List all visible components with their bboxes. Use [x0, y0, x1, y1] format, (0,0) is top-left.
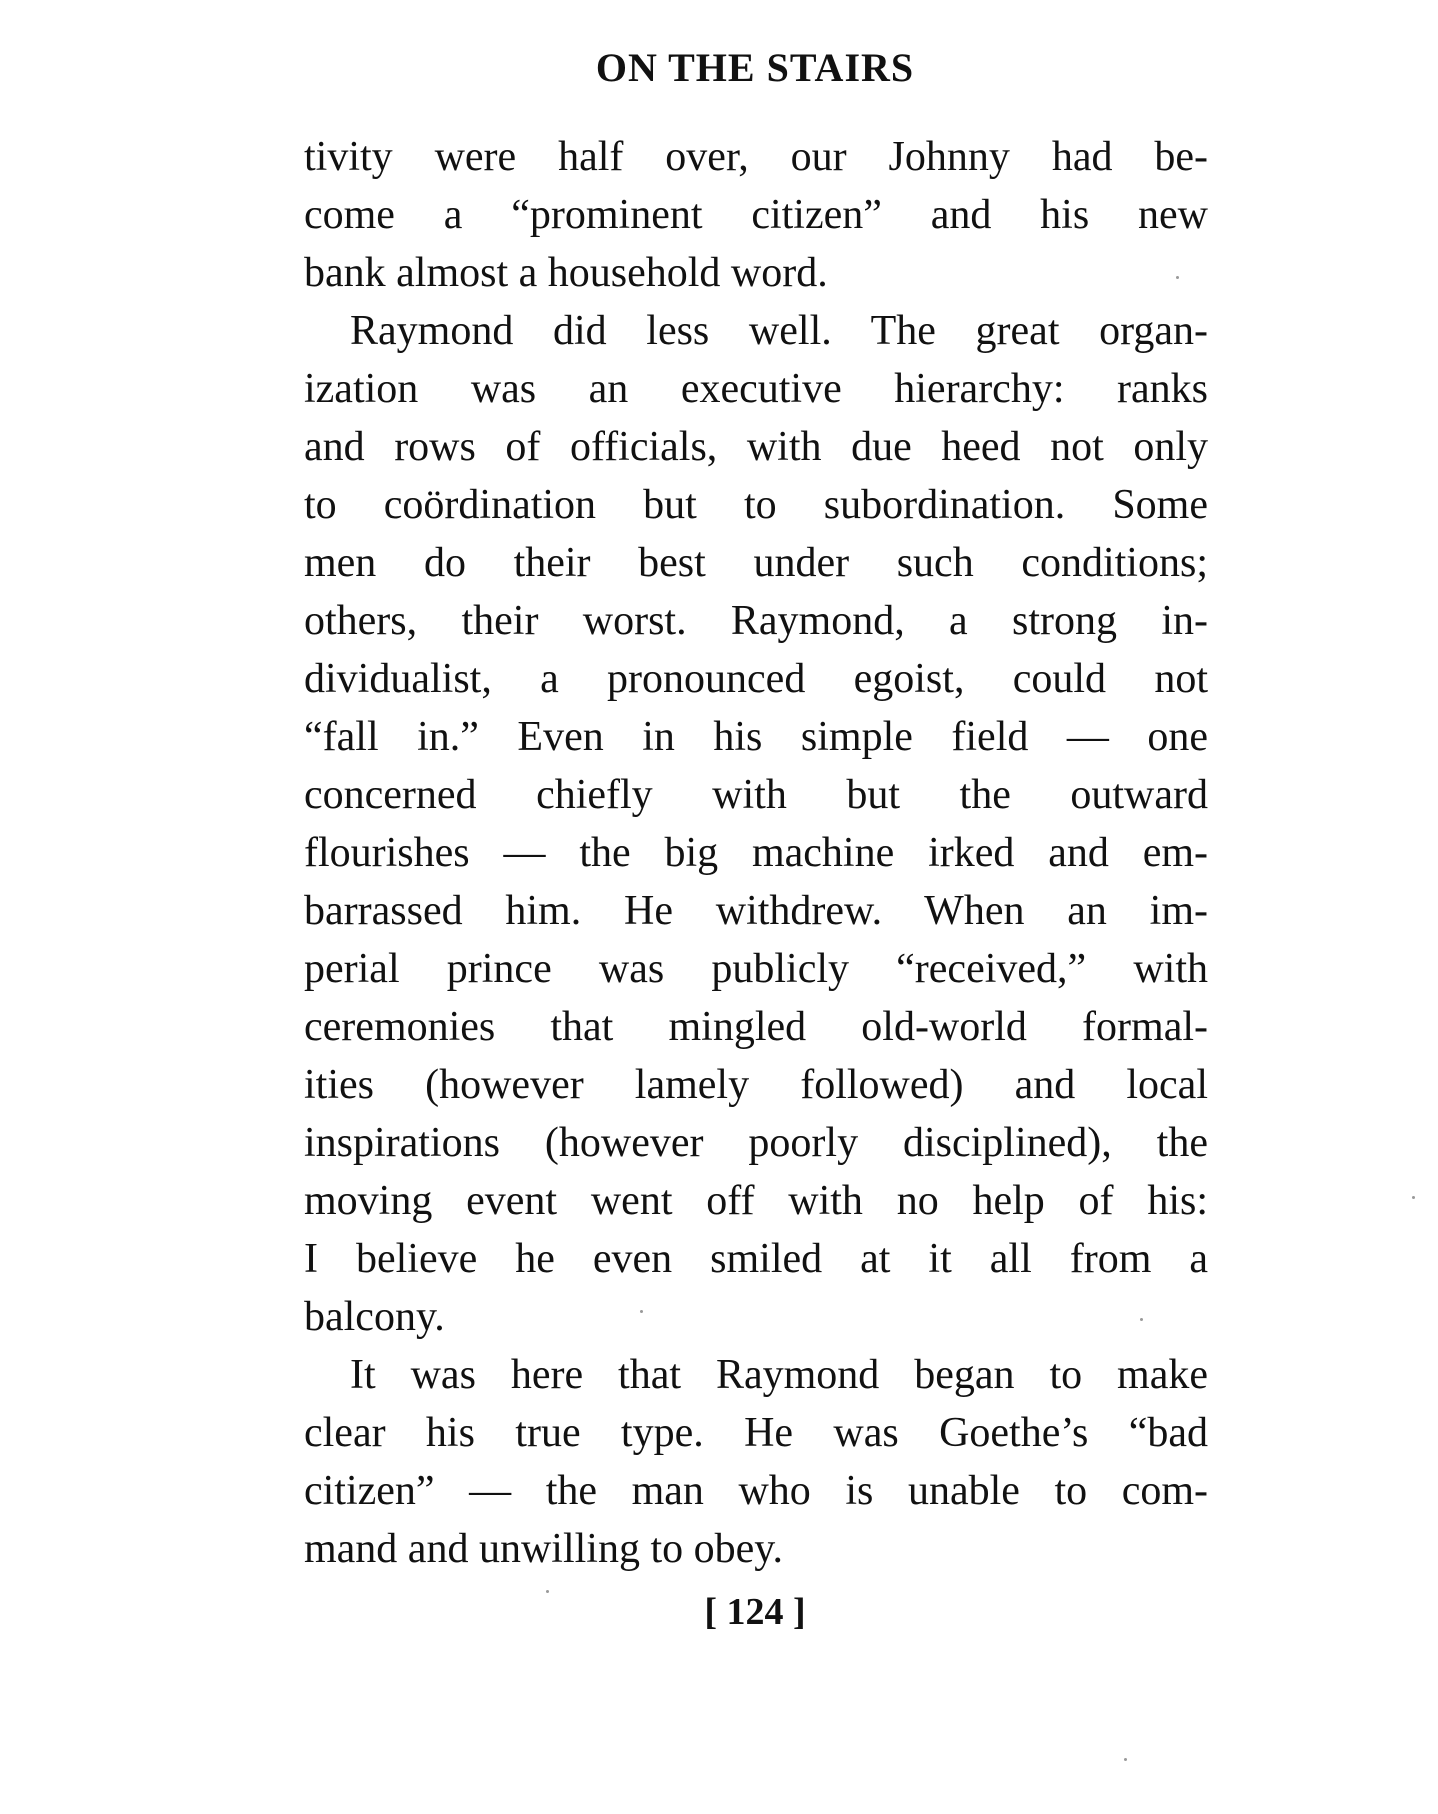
body-text [304, 128, 1208, 1578]
text-line: I believe he even smiled at it all from a [304, 1236, 1208, 1282]
text-line: to coördination but to subordination. Some [304, 482, 1208, 528]
text-line: and rows of officials, with due heed not only [304, 424, 1208, 470]
text-line: inspirations (however poorly disciplined), the [304, 1120, 1208, 1166]
text-line: mand and unwilling to obey. [304, 1526, 784, 1572]
scan-speck [1176, 276, 1179, 279]
text-line: ization was an executive hierarchy: ranks [304, 366, 1208, 412]
text-line: others, their worst. Raymond, a strong in- [304, 598, 1208, 644]
scan-speck [546, 1590, 549, 1593]
page-number: [ 124 ] [704, 1591, 806, 1633]
scan-speck [640, 1310, 643, 1313]
scan-speck [1412, 1196, 1415, 1199]
text-line: bank almost a household word. [304, 250, 828, 296]
text-line: ceremonies that mingled old-world formal- [304, 1004, 1208, 1050]
text-line: balcony. [304, 1294, 445, 1340]
paragraph-first-line: Raymond did less well. The great organ- [350, 308, 1208, 354]
text-line: barrassed him. He withdrew. When an im- [304, 888, 1208, 934]
text-line: clear his true type. He was Goethe’s “bad [304, 1410, 1208, 1456]
text-line: come a “prominent citizen” and his new [304, 192, 1208, 238]
text-line: tivity were half over, our Johnny had be- [304, 134, 1208, 180]
paragraph-first-line: It was here that Raymond began to make [350, 1352, 1208, 1398]
scan-speck [1124, 1758, 1127, 1761]
text-line: flourishes — the big machine irked and em- [304, 830, 1208, 876]
text-line: perial prince was publicly “received,” with [304, 946, 1208, 992]
text-line: concerned chiefly with but the outward [304, 772, 1208, 818]
text-line: dividualist, a pronounced egoist, could not [304, 656, 1208, 702]
running-head: ON THE STAIRS [595, 45, 915, 90]
text-line: ities (however lamely followed) and local [304, 1062, 1208, 1108]
text-line: “fall in.” Even in his simple field — one [304, 714, 1208, 760]
text-line: men do their best under such conditions; [304, 540, 1208, 586]
text-line: moving event went off with no help of his: [304, 1178, 1208, 1224]
text-line: citizen” — the man who is unable to com- [304, 1468, 1208, 1514]
scan-speck [1140, 1318, 1143, 1321]
